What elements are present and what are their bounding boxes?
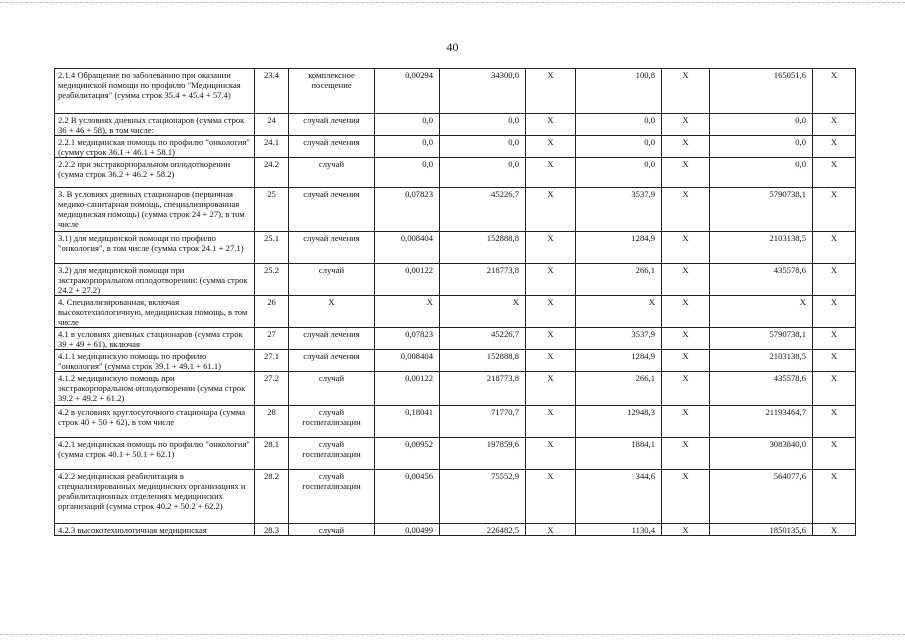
unit-cell: случай лечения bbox=[289, 136, 375, 158]
row-number-cell: 26 bbox=[255, 296, 289, 328]
cost-cell: 226482,5 bbox=[440, 524, 526, 536]
x-cell-3: X bbox=[813, 438, 856, 470]
total-cell: 165051,6 bbox=[710, 69, 813, 114]
x-cell-1: X bbox=[526, 232, 576, 264]
table-row bbox=[55, 264, 856, 296]
table-row bbox=[55, 114, 856, 136]
cost-cell: 218773,8 bbox=[440, 372, 526, 406]
x-cell-2: X bbox=[662, 328, 710, 350]
x-cell-2: X bbox=[662, 372, 710, 406]
cost-cell: 45226,7 bbox=[440, 328, 526, 350]
total-cell: 5790738,1 bbox=[710, 328, 813, 350]
rate-cell: 0,00122 bbox=[375, 372, 440, 406]
cost-cell: 34300,0 bbox=[440, 69, 526, 114]
x-cell-2: X bbox=[662, 438, 710, 470]
table-body bbox=[55, 69, 856, 536]
cost-cell: 152888,8 bbox=[440, 232, 526, 264]
x-cell-3: X bbox=[813, 350, 856, 372]
rate-cell: 0,0 bbox=[375, 114, 440, 136]
row-number-cell: 24.2 bbox=[255, 158, 289, 188]
x-cell-2: X bbox=[662, 232, 710, 264]
x-cell-2: X bbox=[662, 406, 710, 438]
row-name-cell: 2.1.4 Обращение по заболеванию при оказании медицинской помощи по профилю "Медицинская реабилитация" (сумма строк 35.4 + 45.4 + 57.4) bbox=[55, 69, 255, 114]
x-cell-3: X bbox=[813, 328, 856, 350]
row-number-cell: 25 bbox=[255, 188, 289, 232]
per-capita-cell: 344,6 bbox=[576, 470, 662, 524]
unit-cell: случай лечения bbox=[289, 188, 375, 232]
row-number-cell: 25.1 bbox=[255, 232, 289, 264]
table-row bbox=[55, 350, 856, 372]
row-name-cell: 4. Специализированная, включая высокотехнологичную, медицинская помощь, в том числе bbox=[55, 296, 255, 328]
per-capita-cell: 3537,9 bbox=[576, 188, 662, 232]
document-table-wrap bbox=[54, 68, 856, 536]
page-number: 40 bbox=[446, 40, 459, 54]
row-name-cell: 4.1.2 медицинскую помощь при экстракорпоральном оплодотворении (сумма строк 39.2 + 49.2 + 61.2) bbox=[55, 372, 255, 406]
x-cell-2: X bbox=[662, 69, 710, 114]
total-cell: 1850135,6 bbox=[710, 524, 813, 536]
rate-cell: 0,07823 bbox=[375, 188, 440, 232]
total-cell: 435578,6 bbox=[710, 264, 813, 296]
x-cell-2: X bbox=[662, 264, 710, 296]
unit-cell: X bbox=[289, 296, 375, 328]
table-row bbox=[55, 438, 856, 470]
cost-cell: 0,0 bbox=[440, 114, 526, 136]
x-cell-2: X bbox=[662, 136, 710, 158]
row-number-cell: 24 bbox=[255, 114, 289, 136]
row-number-cell: 23.4 bbox=[255, 69, 289, 114]
x-cell-3: X bbox=[813, 158, 856, 188]
x-cell-1: X bbox=[526, 296, 576, 328]
cost-cell: 0,0 bbox=[440, 136, 526, 158]
unit-cell: случай госпитализации bbox=[289, 438, 375, 470]
row-number-cell: 27 bbox=[255, 328, 289, 350]
cost-cell: 0,0 bbox=[440, 158, 526, 188]
per-capita-cell: 100,8 bbox=[576, 69, 662, 114]
x-cell-1: X bbox=[526, 372, 576, 406]
table-row bbox=[55, 136, 856, 158]
x-cell-1: X bbox=[526, 69, 576, 114]
row-name-cell: 2.2.1 медицинская помощь по профилю "онкология" (сумму строк 36.1 + 46.1 + 58.1) bbox=[55, 136, 255, 158]
rate-cell: 0,00456 bbox=[375, 470, 440, 524]
per-capita-cell: 266,1 bbox=[576, 372, 662, 406]
unit-cell: случай bbox=[289, 372, 375, 406]
per-capita-cell: 1884,1 bbox=[576, 438, 662, 470]
unit-cell: случай госпитализации bbox=[289, 406, 375, 438]
total-cell: 435578,6 bbox=[710, 372, 813, 406]
rate-cell: 0,00122 bbox=[375, 264, 440, 296]
per-capita-cell: 3537,9 bbox=[576, 328, 662, 350]
document-table bbox=[54, 68, 856, 536]
x-cell-1: X bbox=[526, 524, 576, 536]
total-cell: 0,0 bbox=[710, 158, 813, 188]
row-name-cell: 4.1 в условиях дневных стационаров (сумма строк 39 + 49 + 61), включая bbox=[55, 328, 255, 350]
rate-cell: 0,18041 bbox=[375, 406, 440, 438]
per-capita-cell: 0,0 bbox=[576, 114, 662, 136]
x-cell-3: X bbox=[813, 264, 856, 296]
total-cell: 0,0 bbox=[710, 136, 813, 158]
unit-cell: случай bbox=[289, 524, 375, 536]
row-name-cell: 2.2.2 при экстракорпоральном оплодотворении (сумма строк 36.2 + 46.2 + 58.2) bbox=[55, 158, 255, 188]
total-cell: X bbox=[710, 296, 813, 328]
table-row bbox=[55, 296, 856, 328]
row-number-cell: 28 bbox=[255, 406, 289, 438]
row-name-cell: 3.2) для медицинской помощи при экстракорпоральном оплодотворении: (сумма строк 24.2 + 27.2) bbox=[55, 264, 255, 296]
row-name-cell: 4.2 в условиях круглосуточного стационара (сумма строк 40 + 50 + 62), в том числе bbox=[55, 406, 255, 438]
x-cell-1: X bbox=[526, 438, 576, 470]
total-cell: 5790738,1 bbox=[710, 188, 813, 232]
x-cell-3: X bbox=[813, 406, 856, 438]
x-cell-1: X bbox=[526, 158, 576, 188]
cost-cell: X bbox=[440, 296, 526, 328]
cost-cell: 218773,8 bbox=[440, 264, 526, 296]
rate-cell: 0,00952 bbox=[375, 438, 440, 470]
total-cell: 564077,6 bbox=[710, 470, 813, 524]
x-cell-3: X bbox=[813, 470, 856, 524]
x-cell-2: X bbox=[662, 188, 710, 232]
x-cell-2: X bbox=[662, 296, 710, 328]
rate-cell: 0,0 bbox=[375, 158, 440, 188]
row-name-cell: 4.2.3 высокотехнологичная медицинская bbox=[55, 524, 255, 536]
unit-cell: случай лечения bbox=[289, 328, 375, 350]
row-number-cell: 25.2 bbox=[255, 264, 289, 296]
rate-cell: 0,00499 bbox=[375, 524, 440, 536]
per-capita-cell: 1284,9 bbox=[576, 232, 662, 264]
scan-edge-top bbox=[0, 0, 905, 3]
row-number-cell: 27.2 bbox=[255, 372, 289, 406]
total-cell: 3083840,0 bbox=[710, 438, 813, 470]
per-capita-cell: 12948,3 bbox=[576, 406, 662, 438]
x-cell-3: X bbox=[813, 69, 856, 114]
rate-cell: 0,008404 bbox=[375, 232, 440, 264]
per-capita-cell: 0,0 bbox=[576, 158, 662, 188]
x-cell-3: X bbox=[813, 524, 856, 536]
row-number-cell: 27.1 bbox=[255, 350, 289, 372]
cost-cell: 71770,7 bbox=[440, 406, 526, 438]
unit-cell: случай лечения bbox=[289, 232, 375, 264]
x-cell-1: X bbox=[526, 114, 576, 136]
unit-cell: случай лечения bbox=[289, 114, 375, 136]
row-number-cell: 28.1 bbox=[255, 438, 289, 470]
unit-cell: случай bbox=[289, 158, 375, 188]
table-row bbox=[55, 158, 856, 188]
table-row bbox=[55, 372, 856, 406]
cost-cell: 45226,7 bbox=[440, 188, 526, 232]
rate-cell: 0,008404 bbox=[375, 350, 440, 372]
x-cell-3: X bbox=[813, 296, 856, 328]
rate-cell: 0,07823 bbox=[375, 328, 440, 350]
per-capita-cell: 1130,4 bbox=[576, 524, 662, 536]
per-capita-cell: 266,1 bbox=[576, 264, 662, 296]
x-cell-1: X bbox=[526, 406, 576, 438]
x-cell-1: X bbox=[526, 470, 576, 524]
x-cell-1: X bbox=[526, 136, 576, 158]
table-row bbox=[55, 470, 856, 524]
row-number-cell: 28.3 bbox=[255, 524, 289, 536]
row-number-cell: 24.1 bbox=[255, 136, 289, 158]
unit-cell: случай госпитализации bbox=[289, 470, 375, 524]
x-cell-3: X bbox=[813, 114, 856, 136]
rate-cell: X bbox=[375, 296, 440, 328]
row-name-cell: 4.2.2 медицинская реабилитация в специализированных медицинских организациях и реабилитационных отделениях медицинских организаций (сумма строк 40.2 + 50.2 + 62.2) bbox=[55, 470, 255, 524]
scan-edge-bottom bbox=[0, 632, 905, 635]
cost-cell: 75552,9 bbox=[440, 470, 526, 524]
total-cell: 2103138,5 bbox=[710, 350, 813, 372]
row-name-cell: 4.2.1 медицинская помощь по профилю "онкология" (сумма строк 40.1 + 50.1 + 62.1) bbox=[55, 438, 255, 470]
table-row bbox=[55, 524, 856, 536]
x-cell-1: X bbox=[526, 328, 576, 350]
total-cell: 21193464,7 bbox=[710, 406, 813, 438]
unit-cell: случай bbox=[289, 264, 375, 296]
table-row bbox=[55, 188, 856, 232]
x-cell-3: X bbox=[813, 188, 856, 232]
x-cell-3: X bbox=[813, 232, 856, 264]
row-name-cell: 3.1) для медицинской помощи по профилю "онкология", в том числе (сумма строк 24.1 + 27.1) bbox=[55, 232, 255, 264]
x-cell-1: X bbox=[526, 264, 576, 296]
rate-cell: 0,0 bbox=[375, 136, 440, 158]
total-cell: 2103138,5 bbox=[710, 232, 813, 264]
row-name-cell: 3. В условиях дневных стационаров (первичная медико-санитарная помощь, специализированная медицинская помощь) (сумма строк 24 + 27), в том числе bbox=[55, 188, 255, 232]
row-name-cell: 2.2 В условиях дневных стационаров (сумма строк 36 + 46 + 58), в том числе: bbox=[55, 114, 255, 136]
table-row bbox=[55, 69, 856, 114]
cost-cell: 197859,6 bbox=[440, 438, 526, 470]
cost-cell: 152888,8 bbox=[440, 350, 526, 372]
x-cell-2: X bbox=[662, 470, 710, 524]
x-cell-2: X bbox=[662, 114, 710, 136]
rate-cell: 0,00294 bbox=[375, 69, 440, 114]
row-name-cell: 4.1.1 медицинскую помощь по профилю "онкология" (сумма строк 39.1 + 49.1 + 61.1) bbox=[55, 350, 255, 372]
x-cell-1: X bbox=[526, 188, 576, 232]
total-cell: 0,0 bbox=[710, 114, 813, 136]
table-row bbox=[55, 232, 856, 264]
x-cell-3: X bbox=[813, 372, 856, 406]
table-row bbox=[55, 406, 856, 438]
x-cell-3: X bbox=[813, 136, 856, 158]
table-row bbox=[55, 328, 856, 350]
row-number-cell: 28.2 bbox=[255, 470, 289, 524]
x-cell-1: X bbox=[526, 350, 576, 372]
per-capita-cell: X bbox=[576, 296, 662, 328]
per-capita-cell: 1284,9 bbox=[576, 350, 662, 372]
unit-cell: случай лечения bbox=[289, 350, 375, 372]
x-cell-2: X bbox=[662, 350, 710, 372]
x-cell-2: X bbox=[662, 524, 710, 536]
per-capita-cell: 0,0 bbox=[576, 136, 662, 158]
x-cell-2: X bbox=[662, 158, 710, 188]
unit-cell: комплексное посещение bbox=[289, 69, 375, 114]
